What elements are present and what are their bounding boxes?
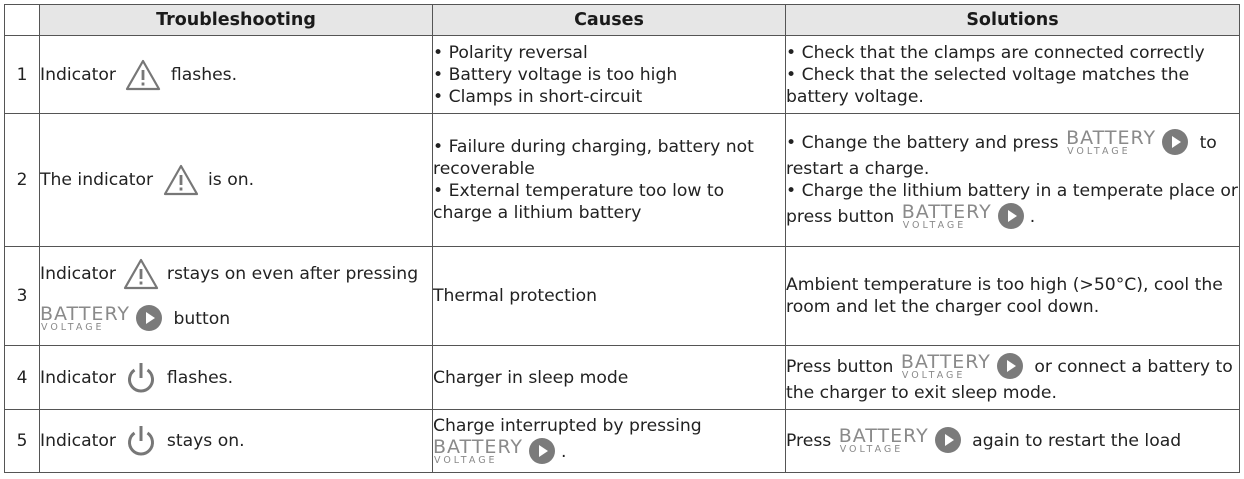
cause-item: Thermal protection xyxy=(433,286,598,306)
solutions-cell xyxy=(786,247,1240,346)
trouble-text: stays on. xyxy=(166,431,245,451)
solution-text: or connect a battery to the charger to exit sleep mode. xyxy=(786,356,1233,403)
power-icon xyxy=(125,361,157,395)
table-row xyxy=(5,114,1240,247)
solution-text: to restart a charge. xyxy=(786,133,1217,179)
battery-label: BATTERY xyxy=(901,201,992,223)
play-icon xyxy=(136,305,162,331)
play-icon xyxy=(997,353,1023,379)
trouble-text: Indicator xyxy=(40,367,116,388)
cause-item: • Polarity reversal xyxy=(433,42,588,63)
table-row xyxy=(5,346,1240,410)
troubleshooting-table xyxy=(4,4,1240,473)
power-icon xyxy=(125,424,157,458)
row-number: 5 xyxy=(5,410,40,473)
battery-voltage-button-icon xyxy=(902,202,1026,232)
battery-label: BATTERY xyxy=(433,436,524,458)
header-solutions: Solutions xyxy=(786,5,1240,36)
header-number xyxy=(5,5,40,36)
solution-text: again to restart the load xyxy=(972,431,1182,451)
voltage-label: VOLTAGE xyxy=(902,220,967,231)
row-number: 3 xyxy=(5,247,40,346)
trouble-cell xyxy=(40,410,433,473)
causes-cell xyxy=(433,247,786,346)
table-row xyxy=(5,410,1240,473)
causes-cell xyxy=(433,36,786,114)
battery-label: BATTERY xyxy=(838,425,929,447)
play-icon xyxy=(529,438,555,464)
cause-item: • Clamps in short-circuit xyxy=(433,86,643,107)
row-number: 1 xyxy=(5,36,40,114)
solution-text: • Charge the lithium battery in a temperate place or press button xyxy=(786,181,1238,227)
trouble-text: The indicator xyxy=(40,170,154,190)
trouble-cell xyxy=(40,114,433,247)
cause-text: . xyxy=(561,442,567,462)
trouble-cell xyxy=(40,247,433,346)
cause-item: Charger in sleep mode xyxy=(433,367,629,388)
voltage-label: VOLTAGE xyxy=(901,369,966,381)
causes-cell xyxy=(433,346,786,410)
causes-cell xyxy=(433,114,786,247)
battery-label: BATTERY xyxy=(40,303,131,325)
table-row xyxy=(5,36,1240,114)
battery-voltage-button-icon xyxy=(839,426,963,456)
battery-voltage-button-icon xyxy=(901,352,1025,382)
cause-item: • Battery voltage is too high xyxy=(433,64,678,85)
play-icon xyxy=(1162,129,1188,155)
battery-voltage-button-icon xyxy=(1066,128,1190,158)
trouble-text: Indicator xyxy=(40,64,116,85)
voltage-label: VOLTAGE xyxy=(839,444,904,455)
battery-voltage-button-icon xyxy=(433,437,557,467)
trouble-text: button xyxy=(173,309,231,329)
trouble-text: flashes. xyxy=(166,367,234,388)
solution-item: • Check that the clamps are connected correctly xyxy=(786,42,1205,63)
trouble-cell xyxy=(40,36,433,114)
voltage-label: VOLTAGE xyxy=(1067,146,1131,157)
header-causes: Causes xyxy=(433,5,786,36)
trouble-cell xyxy=(40,346,433,410)
table-row xyxy=(5,247,1240,346)
row-number: 2 xyxy=(5,114,40,247)
trouble-text: is on. xyxy=(208,170,255,190)
battery-label: BATTERY xyxy=(900,350,991,373)
solutions-cell xyxy=(786,410,1240,473)
solution-text: Press xyxy=(786,431,832,451)
trouble-text: flashes. xyxy=(170,64,238,85)
cause-text: Charge interrupted by pressing xyxy=(433,416,702,436)
solution-text: . xyxy=(1029,207,1036,227)
cause-item: • External temperature too low to charge a lithium battery xyxy=(433,181,725,223)
cause-item: • Failure during charging, battery not recoverable xyxy=(433,137,754,179)
header-row xyxy=(5,5,1240,36)
warning-triangle-icon xyxy=(123,258,159,290)
voltage-label: VOLTAGE xyxy=(41,322,105,333)
solution-item: Ambient temperature is too high (>50°C), cool the room and let the charger cool down. xyxy=(786,275,1223,317)
battery-voltage-button-icon xyxy=(40,304,164,334)
solutions-cell xyxy=(786,346,1240,410)
solution-text: Press button xyxy=(786,356,894,377)
solutions-cell xyxy=(786,36,1240,114)
warning-triangle-icon xyxy=(125,59,161,91)
row-number: 4 xyxy=(5,346,40,410)
solutions-cell xyxy=(786,114,1240,247)
trouble-text: Indicator xyxy=(40,431,116,451)
voltage-label: VOLTAGE xyxy=(434,455,498,466)
battery-label: BATTERY xyxy=(1066,127,1157,149)
solution-item: • Check that the selected voltage matches the battery voltage. xyxy=(786,64,1190,107)
solution-text: • Change the battery and press xyxy=(786,133,1059,153)
header-troubleshooting: Troubleshooting xyxy=(40,5,433,36)
causes-cell xyxy=(433,410,786,473)
warning-triangle-icon xyxy=(163,164,199,196)
play-icon xyxy=(998,203,1024,229)
trouble-text: rstays on even after pressing xyxy=(166,264,419,284)
play-icon xyxy=(935,427,961,453)
trouble-text: Indicator xyxy=(40,264,116,284)
